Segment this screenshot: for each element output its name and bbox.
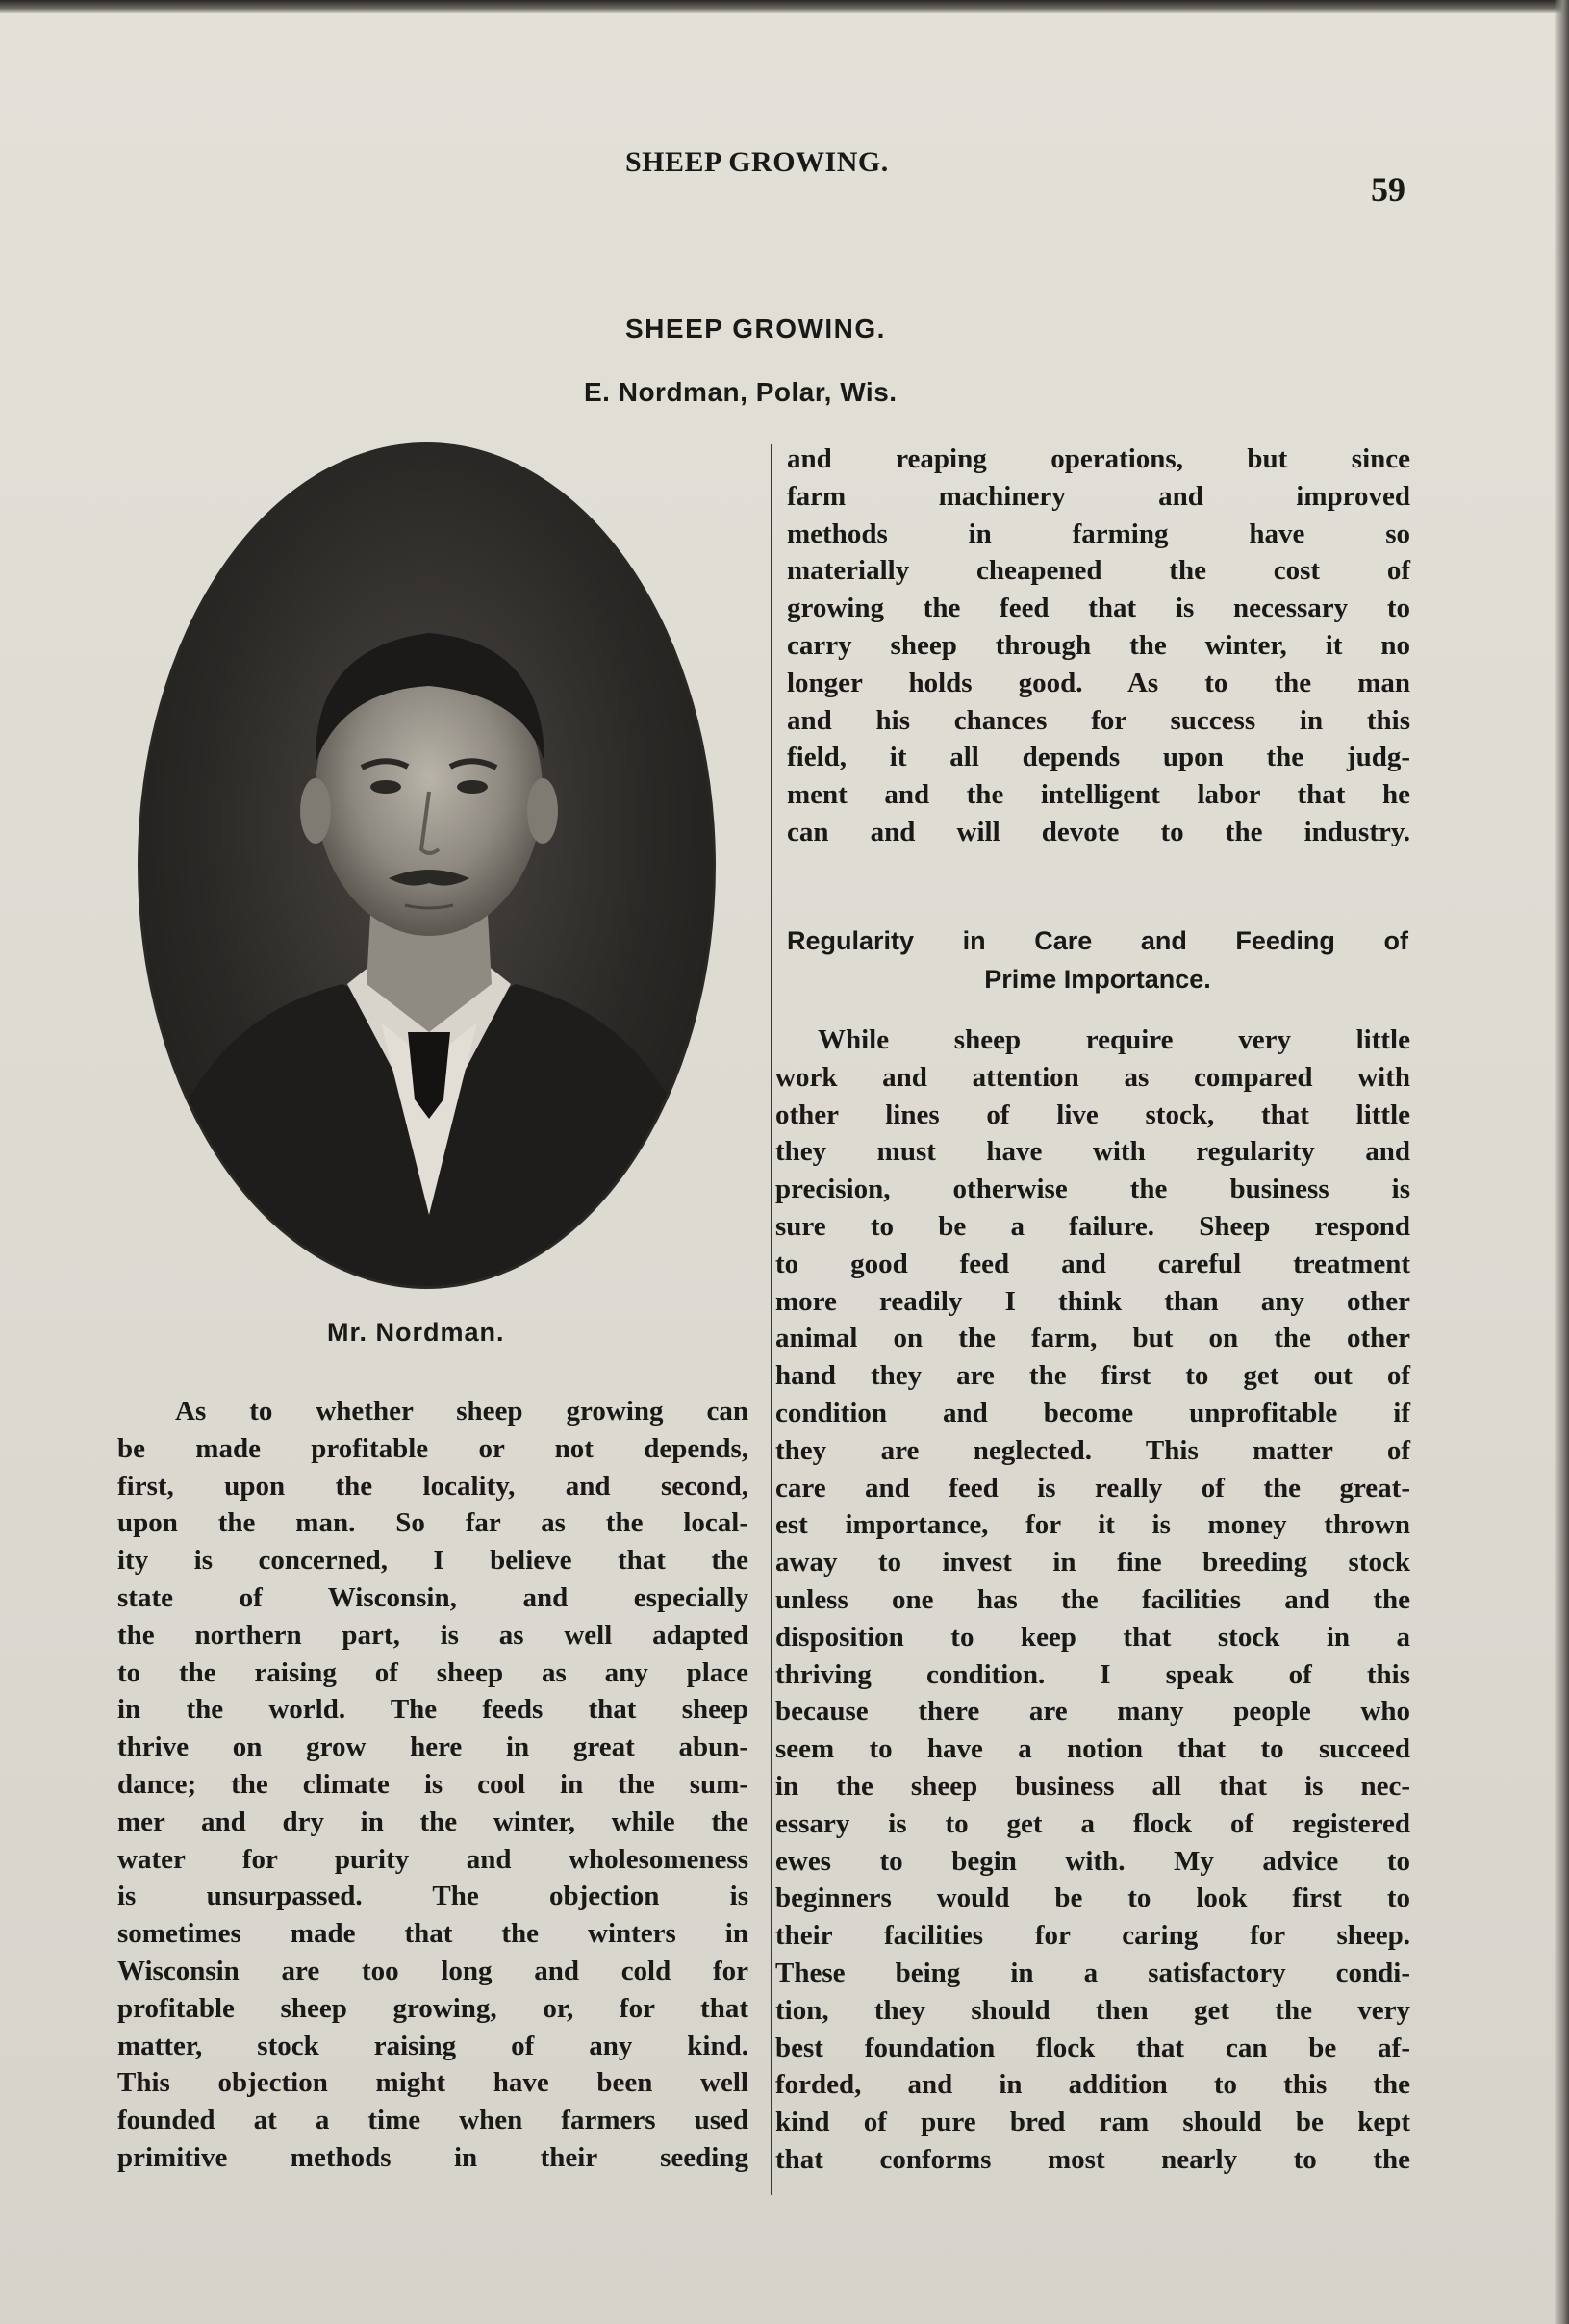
text-line: kind of pure bred ram should be kept	[775, 2107, 1410, 2138]
text-line: to good feed and careful treatment	[775, 1248, 1410, 1279]
subheading-line: Regularity in Care and Feeding of	[787, 926, 1408, 955]
text-line: and his chances for success in this	[787, 704, 1410, 736]
section-subheading	[787, 922, 1408, 998]
text-line: tion, they should then get the very	[775, 1994, 1410, 2026]
text-line: dance; the climate is cool in the sum-	[117, 1768, 748, 1800]
text-line: upon the man. So far as the local-	[117, 1507, 748, 1539]
text-line: condition and become unprofitable if	[775, 1397, 1410, 1428]
text-line: away to invest in fine breeding stock	[775, 1547, 1410, 1579]
text-line: precision, otherwise the business is	[775, 1174, 1410, 1205]
text-line: can and will devote to the industry.	[787, 816, 1410, 847]
portrait-caption: Mr. Nordman.	[327, 1318, 505, 1347]
text-line: sometimes made that the winters in	[117, 1918, 748, 1950]
text-line: disposition to keep that stock in a	[775, 1621, 1410, 1653]
text-line: ewes to begin with. My advice to	[775, 1845, 1410, 1877]
text-line: These being in a satisfactory condi-	[775, 1957, 1410, 1988]
portrait-figure	[140, 445, 716, 1289]
text-line: because there are many people who	[775, 1696, 1410, 1728]
text-line: is unsurpassed. The objection is	[117, 1881, 748, 1912]
text-line: As to whether sheep growing can	[175, 1396, 748, 1427]
text-line: profitable sheep growing, or, for that	[117, 1992, 748, 2024]
portrait-photo	[138, 442, 716, 1289]
text-line: animal on the farm, but on the other	[775, 1323, 1410, 1354]
text-line: matter, stock raising of any kind.	[117, 2030, 748, 2061]
text-line: ity is concerned, I believe that the	[117, 1545, 748, 1577]
text-line: This objection might have been well	[117, 2067, 748, 2099]
text-line: their facilities for caring for sheep.	[775, 1920, 1410, 1952]
text-line: unless one has the facilities and the	[775, 1583, 1410, 1615]
text-line: care and feed is really of the great-	[775, 1472, 1410, 1503]
page-number: 59	[1371, 170, 1405, 209]
right-column-top	[787, 441, 1410, 851]
text-line: first, upon the locality, and second,	[117, 1470, 748, 1502]
text-line: primitive methods in their seeding	[117, 2141, 748, 2173]
text-line: and reaping operations, but since	[787, 443, 1410, 474]
page-top-edge	[0, 0, 1569, 13]
text-line: they are neglected. This matter of	[775, 1434, 1410, 1466]
running-head: SHEEP GROWING.	[625, 146, 889, 178]
text-line: farm machinery and improved	[787, 480, 1410, 512]
right-column-bottom	[775, 1022, 1410, 2179]
text-line: best foundation flock that can be af-	[775, 2032, 1410, 2063]
text-line: hand they are the first to get out of	[775, 1360, 1410, 1392]
page-right-edge	[1554, 0, 1569, 2324]
text-line: seem to have a notion that to succeed	[775, 1733, 1410, 1765]
text-line: water for purity and wholesomeness	[117, 1843, 748, 1875]
text-line: While sheep require very little	[818, 1024, 1410, 1055]
text-line: be made profitable or not depends,	[117, 1432, 748, 1464]
text-line: thriving condition. I speak of this	[775, 1658, 1410, 1690]
text-line: longer holds good. As to the man	[787, 667, 1410, 698]
article-title: SHEEP GROWING.	[625, 314, 886, 343]
text-line: forded, and in addition to this the	[775, 2069, 1410, 2101]
text-line: methods in farming have so	[787, 518, 1410, 549]
text-line: they must have with regularity and	[775, 1136, 1410, 1168]
text-line: state of Wisconsin, and especially	[117, 1581, 748, 1613]
text-line: Wisconsin are too long and cold for	[117, 1955, 748, 1986]
text-line: materially cheapened the cost of	[787, 555, 1410, 587]
text-line: other lines of live stock, that little	[775, 1099, 1410, 1130]
text-line: more readily I think than any other	[775, 1285, 1410, 1317]
text-line: to the raising of sheep as any place	[117, 1656, 748, 1688]
text-line: growing the feed that is necessary to	[787, 593, 1410, 624]
text-line: beginners would be to look first to	[775, 1882, 1410, 1914]
text-line: that conforms most nearly to the	[775, 2143, 1410, 2175]
subheading-line: Prime Importance.	[984, 965, 1211, 994]
text-line: in the sheep business all that is nec-	[775, 1770, 1410, 1802]
left-column	[117, 1393, 748, 2177]
column-divider	[771, 444, 772, 2195]
text-line: in the world. The feeds that sheep	[117, 1694, 748, 1726]
text-line: mer and dry in the winter, while the	[117, 1806, 748, 1837]
text-line: essary is to get a flock of registered	[775, 1807, 1410, 1839]
text-line: ment and the intelligent labor that he	[787, 779, 1410, 811]
text-line: the northern part, is as well adapted	[117, 1619, 748, 1651]
text-line: sure to be a failure. Sheep respond	[775, 1210, 1410, 1242]
text-line: thrive on grow here in great abun-	[117, 1731, 748, 1763]
text-line: est importance, for it is money thrown	[775, 1509, 1410, 1541]
text-line: field, it all depends upon the judg-	[787, 742, 1410, 773]
text-line: carry sheep through the winter, it no	[787, 629, 1410, 661]
text-line: work and attention as compared with	[775, 1061, 1410, 1093]
text-line: founded at a time when farmers used	[117, 2105, 748, 2136]
article-byline: E. Nordman, Polar, Wis.	[584, 377, 898, 407]
